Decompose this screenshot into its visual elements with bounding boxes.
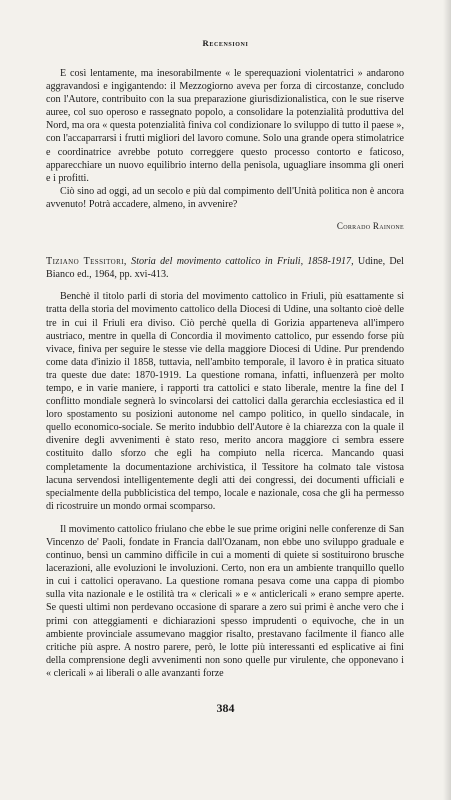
text-body bbox=[46, 67, 404, 680]
paragraph: E così lentamente, ma inesorabilmente « le sperequazioni violentatrici » andarono aggravandosi e ingigantendo: il Mezzogiorno aveva per forza di circostanze, concludo con l'Autore, contribuito con la sua preparazione giurisdizionalistica, con le sue riserve auree, col suo operoso e rassegnato popolo, a consolidare la potenzialità produttiva del Nord, ma ora « questa potenzialità finiva col condizionare lo sviluppo di tutto il paese », con l'accaparrarsi i frutti migliori del lavoro comune. Solo una grande opera stimolatrice e coordinatrice avrebbe potuto correggere questo processo contorto e faticoso, apparecchiare un nuovo equilibrio interno della penisola, uguagliare insomma gli oneri e i profitti. bbox=[46, 68, 404, 184]
page-edge-shadow bbox=[443, 0, 451, 800]
running-header: Recensioni bbox=[202, 38, 249, 48]
book-author: Tiziano Tessitori, bbox=[46, 256, 127, 268]
paragraph: Ciò sino ad oggi, ad un secolo e più dal compimento dell'Unità politica non è ancora avvenuto! Potrà accadere, almeno, in avvenire? bbox=[46, 185, 404, 210]
book-title: Storia del movimento cattolico in Friuli, 1858-1917, bbox=[131, 256, 354, 268]
paragraph: Il movimento cattolico friulano che ebbe le sue prime origini nelle conferenze di San Vincenzo de' Paoli, fondate in Francia dall'Ozanam, non ebbe uno sviluppo graduale e continuo, bensì un cammino difficile in cui a momenti di quiete si sostituirono brusche lacerazioni, alle evoluzioni le involuzioni. Certo, non era un ambiente tranquillo quello in cui i cattolici operavano. La questione romana pesava come una cappa di piombo sulla vita nazionale e le ostilità tra « clericali » e « anticlericali » erano sempre aperte. Se questi ultimi non perdevano occasione di sparare a zero sui primi è anche vero che i primi con atteggiamenti e dichiarazioni spesso imprudenti o equivoche, che in un ambiente provinciale assumevano maggior risalto, prestavano facilmente il fianco alle critiche più aspre. A nostro parere, però, le lotte più interessanti ed esplicative ai fini della comprensione degli avvenimenti non sono quelle pur virulente, che opponevano i « clericali » ai liberali o alle avanzanti forze bbox=[46, 523, 404, 679]
page-number: 384 bbox=[216, 701, 235, 715]
review-heading bbox=[46, 255, 404, 281]
reviewer-signature: Corrado Rainone bbox=[336, 221, 404, 232]
book-details: Udine, Del Bianco ed., 1964, pp. xvi-413. bbox=[46, 256, 404, 281]
paragraph: Benchè il titolo parli di storia del movimento cattolico in Friuli, più esattamente si tratta della storia del movimento cattolico della Diocesi di Udine, una soltanto cioè delle tre in cui il Friuli era diviso. Ciò perchè quella di Gorizia apparteneva all'impero austriaco, mentre in quella di Concordia il movimento cattolico, pur essendo forse più vivace, finiva per seguire le stesse vie della maggiore Diocesi di Udine. Pur prendendo come data d'inizio il 1858, tuttavia, nell'ambito temporale, il lavoro è in pratica situato tra queste due date: 1870-1919. La questione romana, infatti, influenzerà per molto tempo, e in varie maniere, i rapporti tra cattolici e stato liberale, mentre la fine del I conflitto mondiale segnerà lo svincolarsi dei cattolici dalla gerarchia ecclesiastica ed il loro spostamento su posizioni autonome nel campo politico, in quello sindacale, in quello economico-sociale. Se merito indubbio dell'Autore è la chiarezza con la quale il divenire degli avvenimenti è stato reso, merito ancora maggiore ci sembra essere costituito dallo sforzo che egli ha compiuto nella ricerca. Mancando quasi completamente la documentazione archivistica, il Tessitore ha colmato tale vistosa lacuna servendosi intelligentemente degli atti dei congressi, dei documenti ufficiali e specialmente della pubblicistica del tempo, locale e nazionale, cosa che gli ha permesso di ricostruire un mondo ormai scomparso. bbox=[46, 291, 404, 512]
